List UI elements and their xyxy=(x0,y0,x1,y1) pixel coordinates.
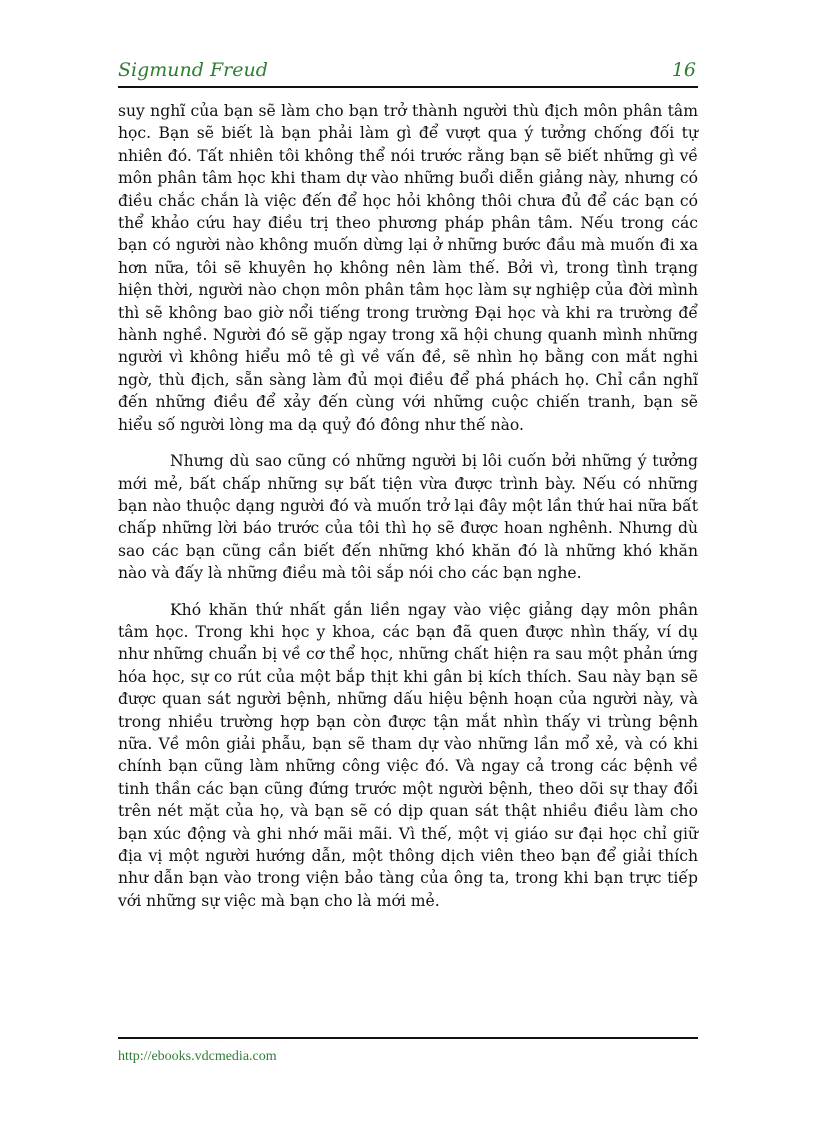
page-footer xyxy=(118,1037,698,1065)
paragraph-2: Nhưng dù sao cũng có những người bị lôi cuốn bởi những ý tưởng mới mẻ, bất chấp những sự bất tiện vừa được trình bày. Nếu có những bạn nào thuộc dạng người đó và muốn trở lại đây một lần thứ hai nữa bất chấp những lời báo trước của tôi thì họ sẽ được hoan nghênh. Nhưng dù sao các bạn cũng cần biết đến những khó khăn đó là những khó khăn nào và đấy là những điều mà tôi sắp nói cho các bạn nghe. xyxy=(118,452,698,583)
footer-url-link[interactable]: http://ebooks.vdcmedia.com xyxy=(118,1049,277,1064)
paragraph-1: suy nghĩ của bạn sẽ làm cho bạn trở thành người thù địch môn phân tâm học. Bạn sẽ biết là bạn phải làm gì để vượt qua ý tưởng chống đối tự nhiên đó. Tất nhiên tôi không thể nói trước rằng bạn sẽ biết những gì về môn phân tâm học khi tham dự vào những buổi diễn giảng này, nhưng có điều chắc chắn là việc đến để học hỏi không thôi chưa đủ để các bạn có thể khảo cứu hay điều trị theo phương pháp phân tâm. Nếu trong các bạn có người nào không muốn dừng lại ở những bước đầu mà muốn đi xa hơn nữa, tôi sẽ khuyên họ không nên làm thế. Bởi vì, trong tình trạng hiện thời, người nào chọn môn phân tâm học làm sự nghiệp của đời mình thì sẽ không bao giờ nổi tiếng trong trường Đại học và khi ra trường để hành nghề. Người đó sẽ gặp ngay trong xã hội chung quanh mình những người vì không hiểu mô tê gì về vấn đề, sẽ nhìn họ bằng con mắt nghi ngờ, thù địch, sẵn sàng làm đủ mọi điều để phá phách họ. Chỉ cần nghĩ đến những điều để xảy đến cùng với những cuộc chiến tranh, bạn sẽ hiểu số người lòng ma dạ quỷ đó đông như thế nào. xyxy=(118,102,698,434)
header-author: Sigmund Freud xyxy=(118,59,268,81)
page-number: 16 xyxy=(671,59,696,81)
page-header xyxy=(118,58,698,88)
body-text xyxy=(118,100,698,926)
paragraph-3: Khó khăn thứ nhất gắn liền ngay vào việc giảng dạy môn phân tâm học. Trong khi học y khoa, các bạn đã quen được nhìn thấy, ví dụ như những chuẩn bị về cơ thể học, những chất hiện ra sau một phản ứng hóa học, sự co rút của một bắp thịt khi gân bị kích thích. Sau này bạn sẽ được quan sát người bệnh, những dấu hiệu bệnh hoạn của người này, và trong nhiều trường hợp bạn còn được tận mắt nhìn thấy vi trùng bệnh nữa. Về môn giải phẫu, bạn sẽ tham dự vào những lần mổ xẻ, và có khi chính bạn cũng làm những công việc đó. Và ngay cả trong các bệnh về tinh thần các bạn cũng đứng trước một người bệnh, theo dõi sự thay đổi trên nét mặt của họ, và bạn sẽ có dịp quan sát thật nhiều điều làm cho bạn xúc động và ghi nhớ mãi mãi. Vì thế, một vị giáo sư đại học chỉ giữ địa vị một người hướng dẫn, một thông dịch viên theo bạn để giải thích như dẫn bạn vào trong viện bảo tàng của ông ta, trong khi bạn trực tiếp với những sự việc mà bạn cho là mới mẻ. xyxy=(118,600,698,910)
